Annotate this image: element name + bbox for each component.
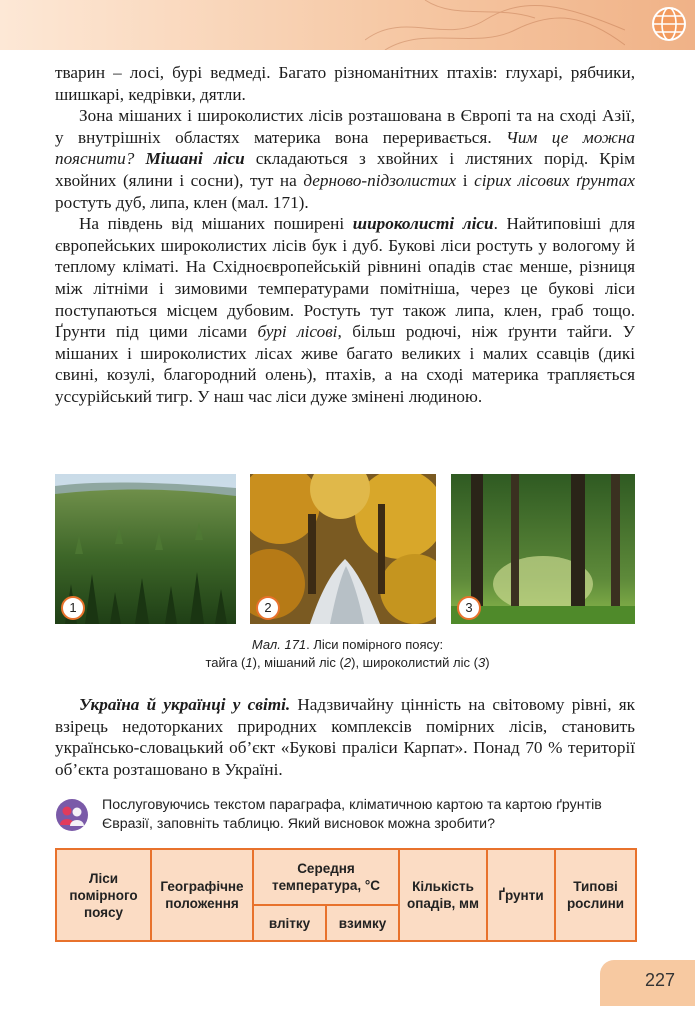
people-group-icon	[55, 798, 89, 832]
caption-line-1: Мал. 171. Ліси помірного поясу:	[251, 637, 444, 652]
heading-ukraine-in-world: Україна й українці у світі.	[79, 695, 291, 714]
header-avg-temperature: Середня температура, °С	[253, 849, 399, 905]
paragraph-2: Зона мішаних і широколистих лісів розташована в Європі та на сході Азії, у внутрішніх областях материка вона переривається. Чим це можна пояснити? Мішані ліси складаються з хвойних і листяних порід. Крім хвойних (ялини і сосни), тут на дерново-підзолистих і сірих лісових ґрунтах ростуть дуб, липа, клен (мал. 171).	[55, 106, 636, 212]
photo-badge-2: 2	[256, 596, 280, 620]
term-mixed-forests: Мішані ліси	[145, 149, 245, 169]
photo-taiga	[55, 474, 236, 624]
header-geo-position: Географічне положення	[151, 849, 253, 941]
body-text-bottom	[55, 694, 635, 780]
header-precipitation: Кількість опадів, мм	[399, 849, 487, 941]
p2-question: Чим це можна пояснити?	[55, 127, 635, 169]
term-brown-forest-soils: бурі лісові	[257, 322, 338, 342]
page-number: 227	[644, 970, 675, 990]
caption-line-2: тайга (1), мішаний ліс (2), широколистий ліс (3)	[205, 655, 490, 670]
task-instruction: Послуговуючись текстом параграфа, кліматичною картою та картою ґрунтів Євразії, заповніть таблицю. Який висновок можна зробити?	[102, 797, 602, 832]
photo-badge-3: 3	[457, 596, 481, 620]
header-winter: взимку	[326, 905, 399, 941]
figure-caption	[100, 636, 595, 672]
term-grey-forest-soils: сірих лісових ґрунтах	[474, 170, 636, 190]
photo-mixed-forest	[250, 474, 436, 624]
body-text-top	[55, 62, 635, 408]
p2-text-a: Зона мішаних і широколистих лісів розташована в Європі та на сході Азії, у внутрішніх областях материка вона переривається.	[55, 106, 635, 147]
header-summer: влітку	[253, 905, 326, 941]
header-band	[0, 0, 695, 50]
term-broadleaf-forests: широколисті ліси	[352, 214, 494, 234]
comparison-table	[55, 848, 637, 942]
header-forests: Ліси помірного поясу	[56, 849, 151, 941]
caption-label: Мал. 171	[251, 637, 307, 652]
term-sod-podzolic: дерново-підзолистих	[303, 170, 457, 190]
header-plants: Типові рослини	[555, 849, 636, 941]
photo-broadleaf-forest	[451, 474, 635, 624]
paragraph-1: тварин – лосі, бурі ведмеді. Багато різноманітних птахів: глухарі, рябчики, шишкарі, кедрівки, дятли.	[55, 63, 635, 104]
paragraph-3: На південь від мішаних поширені широколисті ліси. Найтиповіші для європейських широколистих лісів бук і дуб. Букові ліси ростуть у вологому й теплому кліматі. На Східноєвропейській рівнині опадів стає менше, різниця між літніми і зимовими температурами помітніша, через це букові ліси поступаються місцем дубовим. Ростуть тут також липа, клен, граб тощо. Ґрунти під цими лісами бурі лісові, більш родючі, ніж ґрунти тайги. У мішаних і широколистих лісах живе багато великих і малих ссавців (дикі свині, козулі, благородний олень), птахів, а на сході материка трапляється уссурійський тигр. У наш час ліси дуже змінені людиною.	[55, 214, 635, 406]
header-soils: Ґрунти	[487, 849, 555, 941]
globe-icon	[651, 6, 687, 42]
photo-badge-1: 1	[61, 596, 85, 620]
decorative-map-lines	[365, 0, 625, 50]
paragraph-4: Україна й українці у світі. Надзвичайну цінність на світовому рівні, як взірець недоторканих природних комплексів помірних лісів, становить українсько-словацький об’єкт «Букові праліси Карпат». Понад 70 % території об’єкта розташовано в Україні.	[55, 695, 635, 779]
